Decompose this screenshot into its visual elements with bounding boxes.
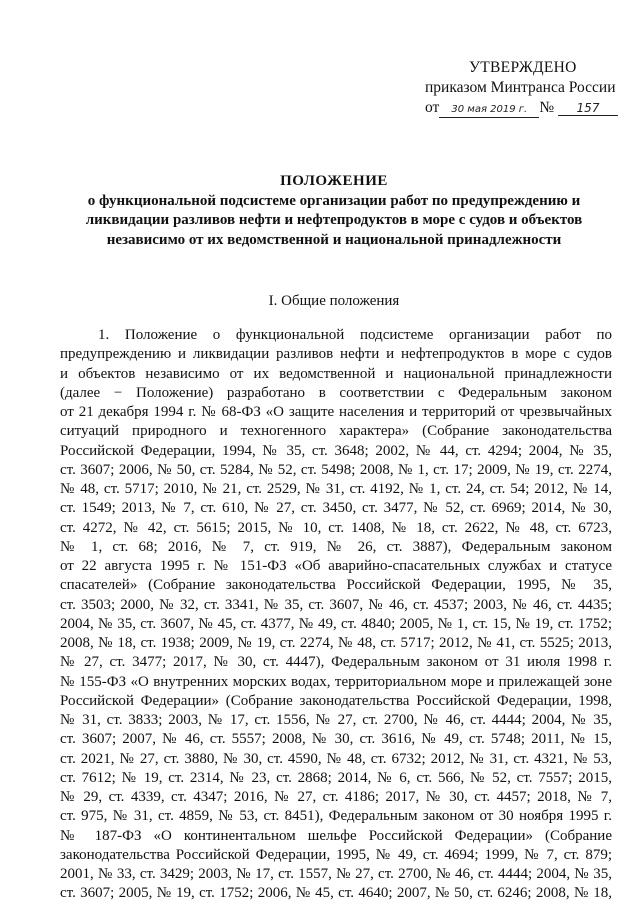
approval-order-line: приказом Минтранса России: [425, 79, 616, 96]
paragraph-line: ст. 7612; № 19, ст. 2314, № 23, ст. 2868; 2014, № 6, ст. 566, № 52, ст. 7557; 2015,: [60, 769, 612, 786]
paragraph-line: законодательства Российской Федерации, 1995, № 49, ст. 4694; 1999, № 7, ст. 879;: [60, 846, 612, 863]
paragraph-line: № 27, ст. 3477; 2017, № 30, ст. 4447), Федеральным законом от 31 июля 1998 г.: [60, 654, 612, 671]
paragraph-line: № 31, ст. 3833; 2003, № 17, ст. 1556, № 27, ст. 2700, № 46, ст. 4444; 2004, № 35,: [60, 712, 612, 728]
paragraph-line: ст. 3503; 2000, № 32, ст. 3341, № 35, ст. 3607, № 46, ст. 4537; 2003, № 46, ст. 4435;: [60, 596, 612, 613]
paragraph-line: ст. 3607; 2006, № 50, ст. 5284, № 52, ст. 5498; 2008, № 1, ст. 17; 2009, № 19, ст. 2274,: [60, 461, 612, 478]
paragraph-line: предупреждению и ликвидации разливов нефти и нефтепродуктов в море с судов: [60, 346, 612, 363]
section-heading: I. Общие положения: [268, 293, 400, 309]
body-paragraph: [60, 326, 612, 904]
paragraph-line: № 48, ст. 5717; 2010, № 21, ст. 2529, № 31, ст. 4192, № 1, ст. 24, ст. 54; 2012, № 14,: [60, 481, 612, 497]
paragraph-line: ст. 4272, № 42, ст. 5615; 2015, № 10, ст. 1408, № 18, ст. 2622, № 48, ст. 6723,: [60, 519, 612, 536]
paragraph-line: ст. 3607; 2007, № 46, ст. 5557; 2008, № 30, ст. 3616, № 49, ст. 5748; 2011, № 15,: [60, 731, 612, 748]
document-title-block: [60, 172, 608, 250]
paragraph-line: (далее − Положение) разработано в соответствии с Федеральным законом: [60, 384, 612, 401]
approval-stamp: [425, 58, 625, 118]
approval-heading: УТВЕРЖДЕНО: [469, 59, 577, 76]
paragraph-line: ст. 975, № 31, ст. 4859, № 53, ст. 8451), Федеральным законом от 30 ноября 1995 г.: [60, 808, 612, 825]
approval-date-line: [425, 98, 625, 118]
paragraph-line: и объектов независимо от их ведомственной и национальной принадлежности: [60, 365, 612, 382]
paragraph-line: спасателей» (Собрание законодательства Российской Федерации, 1995, № 35,: [60, 577, 612, 594]
document-subtitle-line: независимо от их ведомственной и национальной принадлежности: [106, 231, 562, 248]
paragraph-line: № 29, ст. 4339, ст. 4347; 2016, № 27, ст. 4186; 2017, № 30, ст. 4457; 2018, № 7,: [60, 789, 612, 805]
paragraph-line: 2001, № 33, ст. 3429; 2003, № 17, ст. 1557, № 27, ст. 2700, № 46, ст. 4444; 2004, № 35,: [60, 866, 612, 882]
paragraph-line: ситуаций природного и техногенного характера» (Собрание законодательства: [60, 423, 612, 440]
paragraph-line: Российской Федерации» (Собрание законодательства Российской Федерации, 1998,: [60, 692, 612, 709]
paragraph-line: 2004, № 35, ст. 3607, № 45, ст. 4377, № 49, ст. 4840; 2005, № 1, ст. 15, № 19, ст. 1752;: [60, 615, 612, 632]
document-title: ПОЛОЖЕНИЕ: [280, 173, 388, 189]
paragraph-line: ст. 1549; 2013, № 7, ст. 610, № 27, ст. 3450, ст. 3477, № 52, ст. 6969; 2014, № 30,: [60, 500, 612, 517]
paragraph-line: от 21 декабря 1994 г. № 68-ФЗ «О защите населения и территорий от чрезвычайных: [60, 404, 612, 420]
paragraph-line: ст. 2021, № 27, ст. 3880, № 30, ст. 4590, № 48, ст. 6732; 2012, № 31, ст. 4321, № 53,: [60, 750, 612, 767]
handwritten-date: 30 мая 2019 г.: [439, 103, 539, 118]
paragraph-line: № 187-ФЗ «О континентальном шельфе Российской Федерации» (Собрание: [60, 827, 612, 844]
paragraph-line: 1. Положение о функциональной подсистеме организации работ по: [98, 327, 612, 343]
paragraph-line: от 22 августа 1995 г. № 151-ФЗ «Об аварийно-спасательных службах и статусе: [60, 558, 612, 574]
paragraph-line: № 1, ст. 68; 2016, № 7, ст. 919, № 26, ст. 3887), Федеральным законом: [60, 538, 612, 555]
paragraph-line: Российской Федерации, 1994, № 35, ст. 3648; 2002, № 44, ст. 4294; 2004, № 35,: [60, 442, 612, 459]
document-subtitle-line: ликвидации разливов нефти и нефтепродуктов в море с судов и объектов: [85, 212, 583, 228]
paragraph-line: ст. 3607; 2005, № 19, ст. 1752; 2006, № 45, ст. 4640; 2007, № 50, ст. 6246; 2008, № 18,: [60, 885, 612, 902]
paragraph-line: № 155-ФЗ «О внутренних морских водах, территориальном море и прилежащей зоне: [60, 673, 612, 690]
date-prefix: от: [425, 99, 440, 116]
handwritten-number: 157: [558, 101, 618, 116]
number-sign: №: [539, 99, 555, 116]
document-subtitle-line: о функциональной подсистеме организации работ по предупреждению и: [87, 192, 581, 209]
paragraph-line: 2008, № 18, ст. 1938; 2009, № 19, ст. 2274, № 48, ст. 5717; 2012, № 41, ст. 5525; 2013,: [60, 635, 612, 651]
